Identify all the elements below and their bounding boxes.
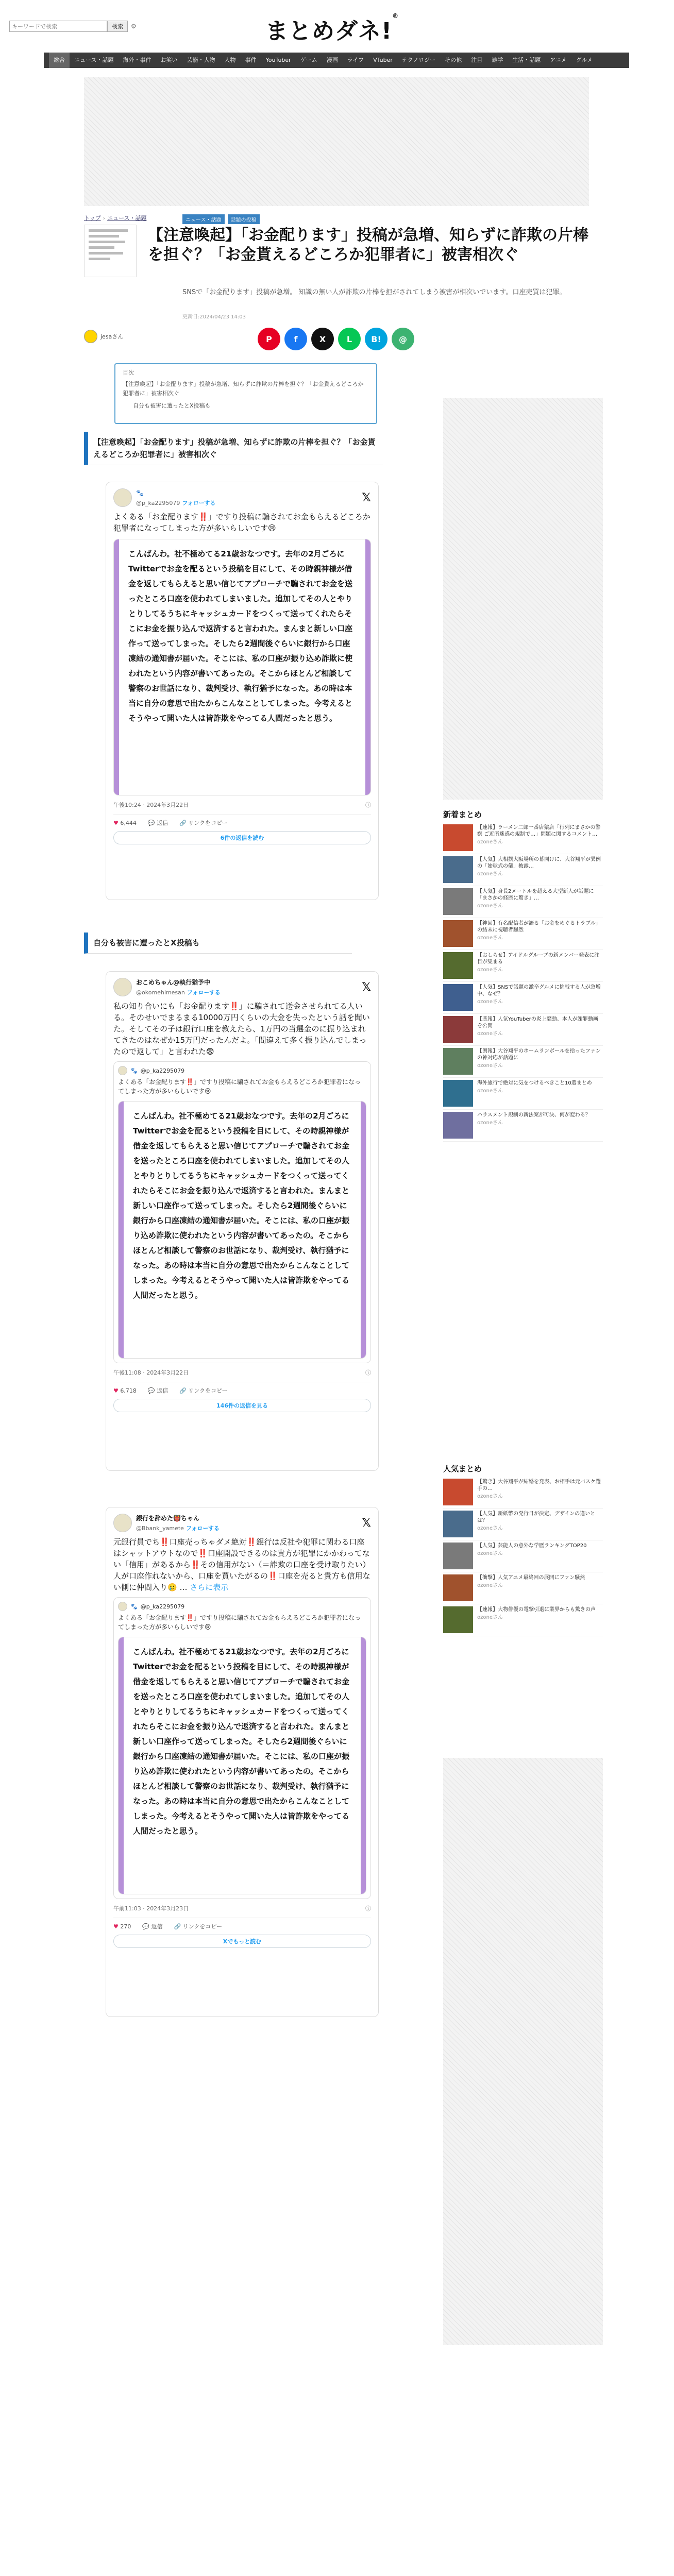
tweet-reply-button[interactable] (148, 1386, 168, 1395)
nav-item[interactable]: アニメ (550, 57, 567, 63)
search-input[interactable] (9, 21, 107, 32)
info-icon[interactable]: ⓘ (365, 1369, 371, 1376)
author-name: jesaさん (100, 333, 124, 340)
tweet-like-count: 270 (120, 1923, 131, 1930)
share-buttons (258, 328, 414, 350)
tweet-like-count: 6,718 (120, 1387, 137, 1394)
tweet-text-body: 元銀行員でち‼️口座売っちゃダメ絶対‼️銀行は反社や犯罪に関わる口座はシャットアウトなので‼️口座開設できるのは貴方が犯罪にかかわってない「信用」があるから‼️その信用がない（＝詐欺の口座を受け取りたい）人が口座作れないから、口座を買いたがるの‼️口座を売ると貴方も信用ない側に仲間入り🥲 … (113, 1537, 370, 1592)
tweet-image[interactable] (113, 539, 371, 795)
sidebar-article-item[interactable] (443, 1572, 603, 1604)
toc-item[interactable]: 自分も被害に遭ったとX投稿も (133, 402, 211, 409)
quoted-tweet-text: よくある「お金配ります‼️」ですり投稿に騙されてお金もらえるどころか犯罪者になってしまった方が多いらしいです😢 (118, 1078, 361, 1095)
tweet-image-text: こんばんわ。社不極めてる21歳おなつです。去年の2月ごろにTwitterでお金を配るという投稿を目にして、その時親神様が借金を返してもらえると思い信じてアプローチで騙されてお金を送ったところ口座を使われてしまいました。追加してその人とやりとりしてるうちにキャッシュカードをつくって送ってくれたらそこにお金を振り込んで返済すると言われた。まんまと新しい口座作って送ってしまった。そしたら2週間後ぐらいに銀行から口座凍結の通知書が届いた。そこには、私の口座が振り込め詐欺に使われたという内容が書いてあったの。そこからほとんど相談して警察のお世話になり、裁判受け、執行猶予になった。あの時は本当に自分の意思で出たからこんなことしてしまった。今考えるとそうやって聞いた人は皆詐欺をやってる人間だったと思う。 (114, 539, 370, 795)
heart-icon: ♥ (113, 819, 119, 826)
main-nav (44, 53, 629, 68)
tweet-copy-link-label: リンクをコピー (188, 820, 228, 826)
breadcrumb (84, 214, 147, 222)
sidebar-article-item[interactable] (443, 950, 603, 982)
tweet-handle[interactable]: @okomehimesan (136, 989, 185, 996)
sidebar-article-title[interactable]: 【速報】ラーメン二郎一番店猿店「行列にまさかの警察 ご近所迷惑の規制で…」問題に関するコメント… (477, 825, 601, 837)
tweet-author-name[interactable]: おこめちゃん@執行猶予中 (136, 978, 211, 986)
sidebar-article-item[interactable] (443, 982, 603, 1014)
x-logo-icon[interactable]: 𝕏 (362, 491, 371, 504)
tweet-copy-link-button[interactable] (179, 1386, 228, 1395)
sidebar-article-source: ozoneさん (477, 1526, 503, 1531)
article-author[interactable] (84, 330, 123, 343)
tweet-follow-button[interactable]: フォローする (182, 499, 216, 506)
new-articles-list (443, 822, 603, 1142)
reply-icon: 💬 (147, 820, 155, 826)
sidebar-article-title[interactable]: 海外旅行で絶対に気をつけるべきこと10選まとめ (477, 1080, 592, 1086)
quoted-tweet-author: 🐾 (130, 1067, 138, 1074)
nav-item[interactable]: 生活・話題 (512, 57, 541, 63)
info-icon[interactable]: ⓘ (365, 802, 371, 808)
sidebar-article-thumbnail[interactable] (443, 1016, 473, 1043)
tweet-copy-link-label: リンクをコピー (182, 1923, 223, 1930)
nav-item[interactable]: ゲーム (300, 57, 317, 63)
quoted-tweet-author: 🐾 (130, 1603, 138, 1610)
nav-item[interactable]: お笑い (160, 57, 178, 63)
breadcrumb-separator: › (103, 215, 106, 222)
sidebar-article-thumbnail[interactable] (443, 1543, 473, 1569)
toc-item[interactable]: 【注意喚起】「お金配ります」投稿が急増、知らずに詐欺の片棒を担ぐ？「お金貰えるどころか犯罪者に」被害相次ぐ (123, 381, 364, 397)
top-ad-banner[interactable] (84, 77, 589, 206)
tweet-copy-link-button[interactable] (174, 1922, 223, 1930)
tweet-reply-label: 返信 (151, 1923, 163, 1930)
sidebar-article-thumbnail[interactable] (443, 1606, 473, 1633)
quoted-tweet-handle: @p_ka2295079 (140, 1067, 185, 1074)
nav-item[interactable]: 事件 (245, 57, 257, 63)
sidebar-article-item[interactable] (443, 1046, 603, 1078)
sidebar-article-thumbnail[interactable] (443, 1479, 473, 1505)
sidebar-article-title[interactable]: 【悲報】人気YouTuberの炎上騒動、本人が謝罪動画を公開 (477, 1016, 598, 1029)
tweet-author-name[interactable]: 🐾 (136, 489, 144, 497)
site-header (0, 0, 674, 52)
tweet-timestamp[interactable]: 午後11:08 · 2024年3月22日 (113, 1369, 189, 1376)
x-logo-icon[interactable]: 𝕏 (362, 1516, 371, 1530)
table-of-contents (114, 363, 377, 424)
sidebar-article-item[interactable] (443, 854, 603, 886)
nav-item[interactable]: 注目 (471, 57, 483, 63)
toc-label: 目次 (123, 369, 134, 376)
tweet-image-text: こんばんわ。社不極めてる21歳おなつです。去年の2月ごろにTwitterでお金を配るという投稿を目にして、その時親神様が借金を返してもらえると思い信じてアプローチで騙されてお金を送ったところ口座を使われてしまいました。追加してその人とやりとりしてるうちにキャッシュカードをつくって送ってくれたらそこにお金を振り込んで返済すると言われた。まんまと新しい口座作って送ってしまった。そしたら2週間後ぐらいに銀行から口座凍結の通知書が届いた。そこには、私の口座が振り込め詐欺に使われたという内容が書いてあったの。そこからほとんど相談して警察のお世話になり、裁判受け、執行猶予になった。あの時は本当に自分の意思で出たからこんなことしてしまった。今考えるとそうやって聞いた人は皆詐欺をやってる人間だったと思う。 (119, 1637, 366, 1894)
tweet-handle[interactable]: @p_ka2295079 (136, 499, 180, 506)
search-form (9, 21, 137, 32)
sidebar-article-source: ozoneさん (477, 1494, 503, 1499)
article-lead: SNSで「お金配ります」投稿が急増。 知識の無い人が詐欺の片棒を担がされてしまう被害が相次いでいます。口座売買は犯罪。 (182, 289, 566, 296)
sidebar-article-item[interactable] (443, 886, 603, 918)
sidebar-article-thumbnail[interactable] (443, 856, 473, 883)
sidebar-article-source: ozoneさん (477, 1031, 503, 1037)
tag-popular-posts[interactable]: 話題の投稿 (228, 214, 260, 224)
sidebar-ad[interactable] (443, 398, 603, 800)
sidebar-article-item[interactable] (443, 1014, 603, 1046)
quoted-tweet-handle: @p_ka2295079 (140, 1603, 185, 1610)
tweet-avatar[interactable] (113, 978, 132, 996)
sidebar-article-item[interactable] (443, 918, 603, 950)
tag-news[interactable]: ニュース・話題 (182, 214, 225, 224)
tweet-read-replies-button[interactable]: 6件の返信を読む (113, 831, 371, 844)
sidebar-article-thumbnail[interactable] (443, 952, 473, 979)
sidebar-article-source: ozoneさん (477, 999, 503, 1005)
sidebar-article-source: ozoneさん (477, 1551, 503, 1556)
sidebar-article-title[interactable]: 【衝撃】人気アニメ最終回の展開にファン騒然 (477, 1575, 585, 1581)
pinterest-share-button[interactable]: P (258, 328, 280, 350)
nav-item[interactable]: 人物 (224, 57, 236, 63)
reply-icon: 💬 (147, 1387, 155, 1394)
logo-registered-mark: ® (392, 12, 399, 20)
quoted-tweet-image[interactable] (118, 1101, 366, 1359)
embedded-tweet[interactable] (106, 1507, 379, 2017)
tweet-author-name[interactable]: 銀行を辞めた👹ちゃん (136, 1514, 199, 1522)
new-articles-heading: 新着まとめ (443, 810, 482, 819)
tweet-copy-link-button[interactable] (179, 819, 228, 827)
sidebar-article-source: ozoneさん (477, 1583, 503, 1588)
sidebar-article-title[interactable]: 【神回】有名配信者が語る「お金をめぐるトラブル」の結末に視聴者騒然 (477, 921, 601, 933)
sidebar-article-source: ozoneさん (477, 1120, 503, 1126)
nav-item[interactable]: テクノロジー (401, 57, 436, 63)
nav-item[interactable]: 海外・事件 (123, 57, 151, 63)
tweet-reply-button[interactable] (148, 819, 168, 827)
sidebar-ad-bottom[interactable] (443, 1758, 603, 2345)
tweet-show-more-link[interactable]: さらに表示 (190, 1583, 229, 1592)
nav-item[interactable]: 雑学 (492, 57, 503, 63)
hatena-share-button[interactable]: B! (365, 328, 387, 350)
pocket-share-button[interactable]: @ (392, 328, 414, 350)
link-icon: 🔗 (179, 820, 187, 826)
x-share-button[interactable]: X (311, 328, 334, 350)
site-logo[interactable] (265, 12, 399, 45)
tweet-like-button[interactable] (113, 820, 137, 826)
sidebar-article-title[interactable]: 【驚き】大谷翔平が結婚を発表、お相手は元バスケ選手の… (477, 1479, 601, 1492)
tweet-reply-label: 返信 (157, 820, 168, 826)
quoted-tweet-image[interactable] (118, 1637, 366, 1894)
tweet-avatar[interactable] (113, 1514, 132, 1532)
link-icon: 🔗 (174, 1923, 181, 1930)
nav-item[interactable]: VTuber (373, 57, 393, 63)
sidebar-article-thumbnail[interactable] (443, 824, 473, 851)
reply-icon: 💬 (142, 1923, 150, 1930)
sidebar-article-thumbnail[interactable] (443, 1048, 473, 1075)
tweet-reply-label: 返信 (157, 1387, 168, 1394)
tweet-text (113, 1536, 371, 1593)
tweet-like-count: 6,444 (120, 819, 137, 826)
sidebar-article-thumbnail[interactable] (443, 984, 473, 1011)
tweet-image-text: こんばんわ。社不極めてる21歳おなつです。去年の2月ごろにTwitterでお金を配るという投稿を目にして、その時親神様が借金を返してもらえると思い信じてアプローチで騙されてお金を送ったところ口座を使われてしまいました。追加してその人とやりとりしてるうちにキャッシュカードをつくって送ってくれたらそこにお金を振り込んで返済すると言われた。まんまと新しい口座作って送ってしまった。そしたら2週間後ぐらいに銀行から口座凍結の通知書が届いた。そこには、私の口座が振り込め詐欺に使われたという内容が書いてあったの。そこからほとんど相談して警察のお世話になり、裁判受け、執行猶予になった。あの時は本当に自分の意思で出たからこんなことしてしまった。今考えるとそうやって聞いた人は皆詐欺をやってる人間だったと思う。 (119, 1101, 366, 1358)
embedded-tweet[interactable] (106, 971, 379, 1471)
sidebar-article-item[interactable] (443, 822, 603, 854)
sidebar-article-title[interactable]: 【おしらせ】アイドルグループの新メンバー発表に注目が集まる (477, 953, 600, 965)
article-thumbnail (84, 225, 137, 277)
nav-item[interactable]: 総合 (49, 53, 70, 68)
nav-item[interactable]: その他 (445, 57, 462, 63)
sidebar-article-item[interactable] (443, 1110, 603, 1142)
quoted-tweet-text: よくある「お金配ります‼️」ですり投稿に騙されてお金もらえるどころか犯罪者になってしまった方が多いらしいです😢 (118, 1614, 361, 1631)
tweet-timestamp[interactable]: 午後10:24 · 2024年3月22日 (113, 802, 189, 808)
sidebar-article-item[interactable] (443, 1604, 603, 1636)
sidebar-article-source: ozoneさん (477, 903, 503, 909)
sidebar-article-source: ozoneさん (477, 839, 503, 845)
nav-item[interactable]: YouTuber (265, 57, 291, 63)
sidebar-article-source: ozoneさん (477, 1088, 503, 1094)
tweet-read-replies-button[interactable]: 146件の返信を見る (113, 1399, 371, 1412)
breadcrumb-home[interactable]: トップ (84, 215, 101, 222)
tweet-timestamp[interactable]: 午前11:03 · 2024年3月23日 (113, 1905, 189, 1912)
tweet-follow-button[interactable]: フォローする (187, 989, 221, 996)
section-heading-main: 【注意喚起】「お金配ります」投稿が急増、知らずに詐欺の片棒を担ぐ？「お金貰えるどころか犯罪者に」被害相次ぐ (84, 432, 383, 465)
sidebar-article-thumbnail[interactable] (443, 920, 473, 947)
sidebar-article-item[interactable] (443, 1477, 603, 1509)
sidebar-article-source: ozoneさん (477, 1063, 503, 1069)
sidebar-article-thumbnail[interactable] (443, 1112, 473, 1139)
sidebar-article-source: ozoneさん (477, 967, 503, 973)
sidebar-article-title[interactable]: 【朗報】大谷翔平のホームランボールを拾ったファンの神対応が話題に (477, 1048, 601, 1061)
tweet-text: よくある「お金配ります‼️」ですり投稿に騙されてお金もらえるどころか犯罪者になってしまった方が多いらしいです😢 (113, 512, 370, 533)
tweet-follow-button[interactable]: フォローする (186, 1524, 220, 1532)
sidebar-article-title[interactable]: ハラスメント規制の新法案が可決、何が変わる？ (477, 1112, 591, 1118)
article-title: 【注意喚起】「お金配ります」投稿が急増、知らずに詐欺の片棒を担ぐ？「お金貰えるどころか犯罪者に」被害相次ぐ (148, 226, 588, 264)
sidebar-article-title[interactable]: 【人気】SNSで話題の激辛グルメに挑戦する人が急増中、なぜ？ (477, 985, 601, 997)
section-heading-sub: 自分も被害に遭ったとX投稿も (84, 933, 352, 954)
sidebar-article-item[interactable] (443, 1078, 603, 1110)
quoted-tweet-avatar (118, 1602, 127, 1611)
article-tags (182, 214, 260, 224)
tweet-text: 私の知り合いにも「お金配ります‼️」に騙されて送金させられてる人いる。そのせいでまるまる10000万円くらいの大金を失ったという話を聞いた。そしてその子は銀行口座を教えたら、1万円の当選金のに振り込まれてきたのはなぜか15万円だったんだよ。「間違えて多く振り込んでしまったので返して」と言われた😨 (113, 1002, 370, 1056)
x-logo-icon[interactable]: 𝕏 (362, 980, 371, 994)
quoted-tweet[interactable] (113, 1597, 371, 1899)
sidebar-article-title[interactable]: 【人気】身長2メートルを超える大型新人が話題に「まさかの経歴に驚き」… (477, 889, 594, 901)
tweet-like-button[interactable] (113, 1387, 137, 1394)
heart-icon: ♥ (113, 1387, 119, 1394)
breadcrumb-category[interactable]: ニュース・話題 (107, 215, 147, 222)
nav-item[interactable]: ニュース・話題 (74, 57, 114, 63)
sidebar-article-title[interactable]: 【人気】芸能人の意外な学歴ランキングTOP20 (477, 1543, 587, 1549)
tweet-read-more-button[interactable]: Xでもっと読む (113, 1935, 371, 1948)
tweet-copy-link-label: リンクをコピー (188, 1387, 228, 1394)
quoted-tweet-avatar (118, 1066, 127, 1075)
nav-item[interactable]: グルメ (576, 57, 593, 63)
sidebar-article-thumbnail[interactable] (443, 1080, 473, 1107)
site-logo-text: まとめダネ! (265, 18, 393, 44)
search-options-icon[interactable]: ⚙ (131, 23, 137, 30)
nav-item[interactable]: 芸能・人物 (187, 57, 215, 63)
tweet-like-button[interactable] (113, 1923, 131, 1930)
sidebar-article-item[interactable] (443, 1540, 603, 1572)
sidebar-article-item[interactable] (443, 1509, 603, 1540)
nav-item[interactable]: 漫画 (326, 57, 338, 63)
link-icon: 🔗 (179, 1387, 187, 1394)
line-share-button[interactable]: L (338, 328, 361, 350)
article-date: 更新日:2024/04/23 14:03 (182, 314, 246, 320)
popular-articles-heading: 人気まとめ (443, 1464, 482, 1473)
sidebar-article-source: ozoneさん (477, 935, 503, 941)
sidebar-article-source: ozoneさん (477, 1615, 503, 1620)
tweet-reply-button[interactable] (142, 1922, 162, 1930)
sidebar-article-source: ozoneさん (477, 871, 503, 877)
heart-icon: ♥ (113, 1923, 119, 1930)
sidebar-article-title[interactable]: 【人気】大相撲大阪場所の幕開けに、大谷翔平が異例の「始球式の儀」披露… (477, 857, 601, 869)
facebook-share-button[interactable]: f (284, 328, 307, 350)
author-avatar (84, 330, 97, 343)
embedded-tweet[interactable] (106, 482, 379, 900)
sidebar-article-thumbnail[interactable] (443, 888, 473, 915)
search-button[interactable]: 検索 (107, 21, 128, 32)
sidebar-article-title[interactable]: 【速報】大物俳優の電撃引退に業界からも驚きの声 (477, 1607, 596, 1613)
info-icon[interactable]: ⓘ (365, 1905, 371, 1912)
sidebar-article-thumbnail[interactable] (443, 1511, 473, 1537)
sidebar-article-title[interactable]: 【人気】新紙幣の発行日が決定、デザインの違いとは？ (477, 1511, 596, 1523)
quoted-tweet[interactable] (113, 1061, 371, 1363)
nav-item[interactable]: ライフ (347, 57, 364, 63)
sidebar-article-thumbnail[interactable] (443, 1574, 473, 1601)
tweet-avatar[interactable] (113, 488, 132, 507)
popular-articles-list (443, 1477, 603, 1636)
tweet-handle[interactable]: @Bbank_yamete (136, 1524, 184, 1532)
